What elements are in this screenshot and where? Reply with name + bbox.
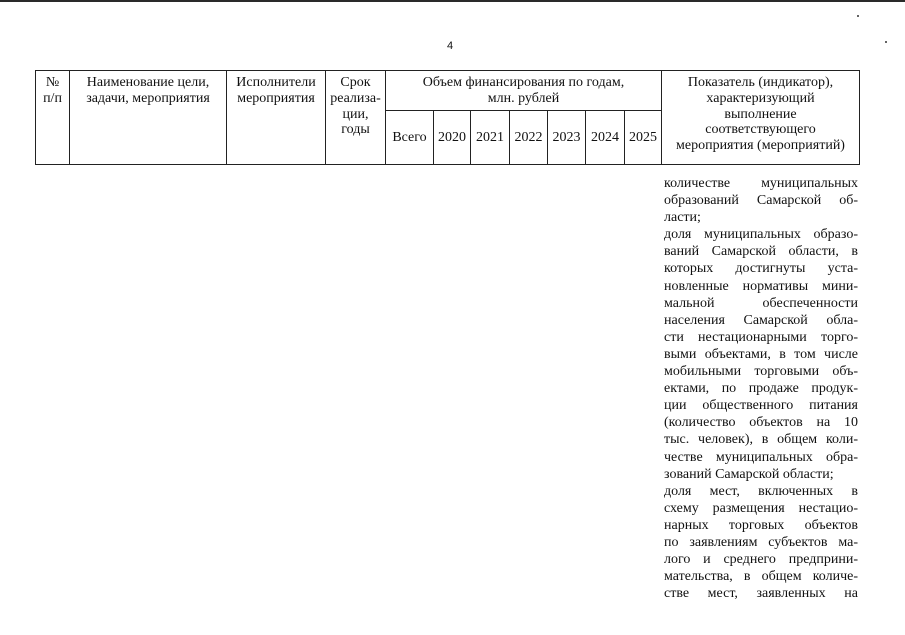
- indicator-line: нарных торговых объектов: [664, 517, 858, 533]
- header-name: Наименование цели, задачи, мероприятия: [70, 71, 227, 165]
- page-number: 4: [446, 40, 454, 52]
- header-term: Срок реализа- ции, годы: [326, 71, 386, 165]
- indicator-line: (количество объектов на 10: [664, 415, 858, 431]
- indicator-line: сти нестационарными торго-: [664, 329, 858, 345]
- scan-speck: [885, 41, 887, 43]
- indicator-line: тыс. человек), в общем коли-: [664, 432, 858, 448]
- indicator-line: лого и среднего предприни-: [664, 552, 858, 568]
- indicator-line: которых достигнуты уста-: [664, 261, 858, 277]
- indicator-line: мобильными торговыми объ-: [664, 364, 858, 380]
- indicator-line: мальной обеспеченности: [664, 295, 858, 311]
- indicator-line: образований Самарской об-: [664, 193, 858, 209]
- header-year-2022: 2022: [510, 111, 548, 165]
- indicator-line: доля муниципальных образо-: [664, 227, 858, 243]
- indicator-line: количестве муниципальных: [664, 176, 858, 191]
- indicator-line: честве муниципальных обра-: [664, 449, 858, 465]
- header-indicator: Показатель (индикатор), характеризующий выполнение соответствующего мероприятия (мероприятий): [662, 71, 860, 165]
- indicator-line: доля мест, включенных в: [664, 483, 858, 499]
- header-year-2024: 2024: [586, 111, 625, 165]
- header-total: Всего: [386, 111, 434, 165]
- indicator-line: по заявлениям субъектов ма-: [664, 534, 858, 550]
- header-year-2020: 2020: [434, 111, 471, 165]
- header-year-2025: 2025: [625, 111, 662, 165]
- indicator-text: [664, 175, 858, 602]
- program-table: [35, 70, 860, 165]
- header-funding: Объем финансирования по годам, млн. рублей: [386, 71, 662, 111]
- indicator-line: ваний Самарской области, в: [664, 244, 858, 260]
- indicator-line: зований Самарской области;: [664, 466, 834, 482]
- indicator-line: ции общественного питания: [664, 398, 858, 414]
- header-year-2023: 2023: [548, 111, 586, 165]
- indicator-line: новленные нормативы мини-: [664, 278, 858, 294]
- indicator-line: ласти;: [664, 210, 701, 226]
- header-year-2021: 2021: [471, 111, 510, 165]
- indicator-line: схему размещения нестацио-: [664, 500, 858, 516]
- indicator-line: выми объектами, в том числе: [664, 346, 858, 362]
- indicator-line: стве мест, заявленных на: [664, 586, 858, 602]
- indicator-line: мательства, в общем количе-: [664, 569, 858, 585]
- scan-speck: [857, 15, 859, 17]
- header-executors: Исполнители мероприятия: [227, 71, 326, 165]
- header-number: № п/п: [36, 71, 70, 165]
- indicator-line: ектами, по продаже продук-: [664, 381, 858, 397]
- scan-top-edge: [0, 0, 905, 2]
- indicator-line: населения Самарской обла-: [664, 312, 858, 328]
